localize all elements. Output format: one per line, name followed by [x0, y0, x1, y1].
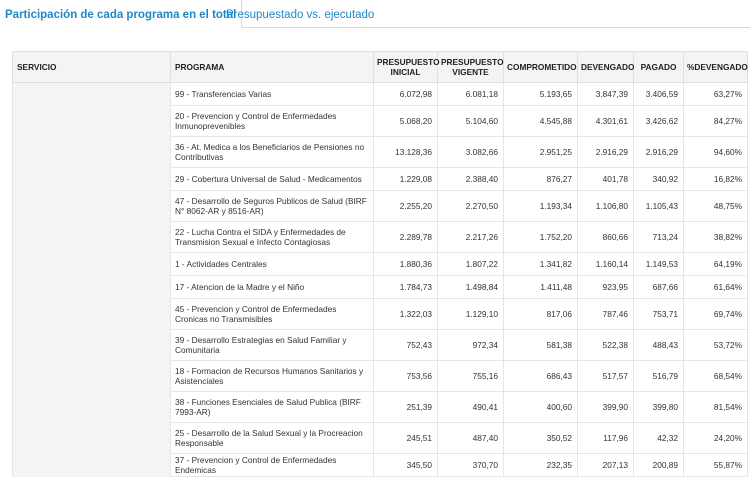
cell-presupuesto-inicial: 345,50 — [374, 454, 438, 477]
table-row — [13, 83, 748, 106]
cell-comprometido: 400,60 — [504, 392, 578, 423]
cell-pagado: 753,71 — [634, 299, 684, 330]
cell-devengado: 3.847,39 — [578, 83, 634, 106]
table-header-row — [13, 52, 748, 83]
cell-pagado: 1.105,43 — [634, 191, 684, 222]
cell-programa: 25 - Desarrollo de la Salud Sexual y la Procreacion Responsable — [171, 423, 374, 454]
cell-presupuesto-vigente: 490,41 — [438, 392, 504, 423]
cell-pct-devengado: 81,54% — [684, 392, 748, 423]
col-header-comprometido[interactable]: COMPROMETIDO — [504, 52, 578, 83]
cell-comprometido: 350,52 — [504, 423, 578, 454]
cell-programa: 18 - Formacion de Recursos Humanos Sanitarios y Asistenciales — [171, 361, 374, 392]
cell-servicio — [13, 83, 171, 477]
cell-presupuesto-inicial: 245,51 — [374, 423, 438, 454]
cell-pct-devengado: 64,19% — [684, 253, 748, 276]
cell-presupuesto-vigente: 1.129,10 — [438, 299, 504, 330]
cell-pct-devengado: 63,27% — [684, 83, 748, 106]
cell-programa: 36 - At. Medica a los Beneficiarios de Pensiones no Contributivas — [171, 137, 374, 168]
cell-programa: 17 - Atencion de la Madre y el Niño — [171, 276, 374, 299]
col-header-presupuesto-vigente[interactable]: PRESUPUESTO VIGENTE — [438, 52, 504, 83]
cell-presupuesto-inicial: 753,56 — [374, 361, 438, 392]
cell-pagado: 399,80 — [634, 392, 684, 423]
budget-table — [12, 51, 748, 477]
cell-presupuesto-vigente: 370,70 — [438, 454, 504, 477]
cell-pagado: 2.916,29 — [634, 137, 684, 168]
cell-pct-devengado: 61,64% — [684, 276, 748, 299]
cell-comprometido: 1.193,34 — [504, 191, 578, 222]
cell-devengado: 1.106,80 — [578, 191, 634, 222]
cell-programa: 20 - Prevencion y Control de Enfermedades Inmunoprevenibles — [171, 106, 374, 137]
cell-devengado: 207,13 — [578, 454, 634, 477]
cell-programa: 37 - Prevencion y Control de Enfermedades Endemicas — [171, 454, 374, 477]
cell-devengado: 4.301,61 — [578, 106, 634, 137]
table-body — [13, 83, 748, 477]
cell-presupuesto-inicial: 13.128,36 — [374, 137, 438, 168]
cell-programa: 47 - Desarrollo de Seguros Publicos de Salud (BIRF N° 8062-AR y 8516-AR) — [171, 191, 374, 222]
cell-presupuesto-inicial: 2.255,20 — [374, 191, 438, 222]
tab-presupuestado-vs-ejecutado[interactable]: Presupuestado vs. ejecutado — [226, 9, 375, 21]
cell-devengado: 522,38 — [578, 330, 634, 361]
tab-bar — [0, 0, 750, 28]
cell-presupuesto-vigente: 6.081,18 — [438, 83, 504, 106]
cell-programa: 29 - Cobertura Universal de Salud - Medicamentos — [171, 168, 374, 191]
cell-pct-devengado: 53,72% — [684, 330, 748, 361]
cell-devengado: 517,57 — [578, 361, 634, 392]
cell-pct-devengado: 24,20% — [684, 423, 748, 454]
cell-devengado: 117,96 — [578, 423, 634, 454]
cell-pagado: 488,43 — [634, 330, 684, 361]
cell-devengado: 787,46 — [578, 299, 634, 330]
cell-devengado: 923,95 — [578, 276, 634, 299]
cell-presupuesto-vigente: 2.388,40 — [438, 168, 504, 191]
col-header-pct-devengado[interactable]: %DEVENGADO — [684, 52, 748, 83]
cell-comprometido: 1.411,48 — [504, 276, 578, 299]
cell-presupuesto-inicial: 752,43 — [374, 330, 438, 361]
cell-comprometido: 4.545,88 — [504, 106, 578, 137]
cell-comprometido: 1.341,82 — [504, 253, 578, 276]
cell-pct-devengado: 84,27% — [684, 106, 748, 137]
cell-devengado: 401,78 — [578, 168, 634, 191]
col-header-servicio[interactable]: SERVICIO — [13, 52, 171, 83]
cell-presupuesto-inicial: 251,39 — [374, 392, 438, 423]
cell-programa: 39 - Desarrollo Estrategias en Salud Familiar y Comunitaria — [171, 330, 374, 361]
cell-pct-devengado: 16,82% — [684, 168, 748, 191]
cell-devengado: 399,90 — [578, 392, 634, 423]
cell-pagado: 713,24 — [634, 222, 684, 253]
cell-pagado: 42,32 — [634, 423, 684, 454]
cell-pct-devengado: 48,75% — [684, 191, 748, 222]
cell-programa: 45 - Prevencion y Control de Enfermedades Cronicas no Transmisibles — [171, 299, 374, 330]
cell-pagado: 1.149,53 — [634, 253, 684, 276]
col-header-pagado[interactable]: PAGADO — [634, 52, 684, 83]
cell-programa: 22 - Lucha Contra el SIDA y Enfermedades de Transmision Sexual e Infecto Contagiosas — [171, 222, 374, 253]
cell-programa: 1 - Actividades Centrales — [171, 253, 374, 276]
cell-devengado: 1.160,14 — [578, 253, 634, 276]
col-header-programa[interactable]: PROGRAMA — [171, 52, 374, 83]
cell-pagado: 200,89 — [634, 454, 684, 477]
cell-pct-devengado: 94,60% — [684, 137, 748, 168]
cell-pct-devengado: 68,54% — [684, 361, 748, 392]
cell-comprometido: 817,06 — [504, 299, 578, 330]
cell-pagado: 340,92 — [634, 168, 684, 191]
cell-pagado: 3.426,62 — [634, 106, 684, 137]
cell-programa: 99 - Transferencias Varias — [171, 83, 374, 106]
cell-presupuesto-inicial: 1.880,36 — [374, 253, 438, 276]
cell-comprometido: 581,38 — [504, 330, 578, 361]
col-header-devengado[interactable]: DEVENGADO — [578, 52, 634, 83]
cell-presupuesto-inicial: 5.068,20 — [374, 106, 438, 137]
cell-pct-devengado: 38,82% — [684, 222, 748, 253]
cell-presupuesto-inicial: 1.784,73 — [374, 276, 438, 299]
cell-comprometido: 686,43 — [504, 361, 578, 392]
cell-pagado: 687,66 — [634, 276, 684, 299]
cell-comprometido: 1.752,20 — [504, 222, 578, 253]
cell-pagado: 516,79 — [634, 361, 684, 392]
cell-presupuesto-inicial: 2.289,78 — [374, 222, 438, 253]
cell-presupuesto-vigente: 1.498,84 — [438, 276, 504, 299]
cell-presupuesto-vigente: 1.807,22 — [438, 253, 504, 276]
cell-presupuesto-vigente: 5.104,60 — [438, 106, 504, 137]
cell-presupuesto-vigente: 755,16 — [438, 361, 504, 392]
cell-pct-devengado: 69,74% — [684, 299, 748, 330]
cell-comprometido: 2.951,25 — [504, 137, 578, 168]
cell-comprometido: 876,27 — [504, 168, 578, 191]
cell-comprometido: 232,35 — [504, 454, 578, 477]
cell-comprometido: 5.193,65 — [504, 83, 578, 106]
cell-devengado: 2.916,29 — [578, 137, 634, 168]
cell-programa: 38 - Funciones Esenciales de Salud Publica (BIRF 7993-AR) — [171, 392, 374, 423]
cell-presupuesto-inicial: 1.322,03 — [374, 299, 438, 330]
cell-presupuesto-vigente: 972,34 — [438, 330, 504, 361]
cell-devengado: 860,66 — [578, 222, 634, 253]
cell-presupuesto-inicial: 6.072,98 — [374, 83, 438, 106]
cell-presupuesto-vigente: 487,40 — [438, 423, 504, 454]
cell-pagado: 3.406,59 — [634, 83, 684, 106]
cell-presupuesto-vigente: 2.270,50 — [438, 191, 504, 222]
cell-presupuesto-vigente: 3.082,66 — [438, 137, 504, 168]
cell-pct-devengado: 55,87% — [684, 454, 748, 477]
col-header-presupuesto-inicial[interactable]: PRESUPUESTO INICIAL — [374, 52, 438, 83]
cell-presupuesto-vigente: 2.217,26 — [438, 222, 504, 253]
tab-participacion[interactable]: Participación de cada programa en el total — [0, 0, 242, 28]
cell-presupuesto-inicial: 1.229,08 — [374, 168, 438, 191]
